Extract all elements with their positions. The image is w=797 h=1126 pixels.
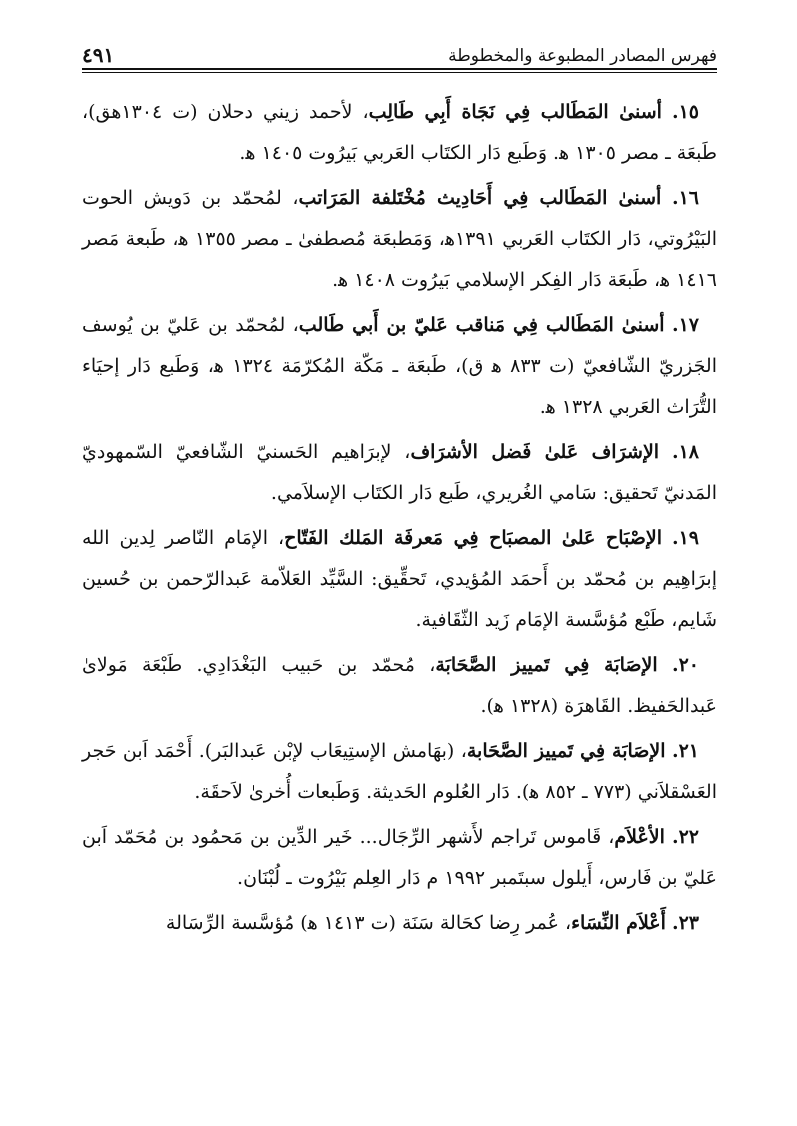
entry-details: ، لمُحمّد بن دَويش الحوت البَيْرُوتي، دَار الكتَاب العَربي ١٣٩١ه‍، وَمَطبعَة مُصطفىٰ ـ مصر ١٣٥٥ ه‍، طَبعة مَصر ١٤١٦ ه‍، طَبعَة دَار الفِكر الإسلامي بَيرُوت ١٤٠٨ ه‍.: [82, 187, 718, 291]
bibliography-entry: [82, 178, 717, 301]
header-rule: [82, 72, 717, 73]
entry-details: ، الإمَام النّاصر لِدين الله إبرَاهِيم بن مُحمّد بن أَحمَد المُؤيدي، تَحقِّيق: السَّيِّد العَلاّمة عَبدالرّحمن بن حُسين شَايم، طَبْع مُؤسَّسة الإمَام زَيد الثّقَافية.: [82, 527, 717, 631]
entry-title: الإشرَاف عَلىٰ فَضل الأشرَاف: [410, 441, 660, 463]
bibliography-entry: [82, 817, 717, 899]
entry-number: ١٧.: [671, 314, 700, 336]
entry-details: ، لمُحمّد بن عَليّ بن يُوسف الجَزريّ الشّافعيّ (ت ٨٣٣ ه‍ ق)، طَبعَة ـ مَكّة المُكرّمَة ١٣٢٤ ه‍، وَطَبع دَار إحيَاء التُّرَاث العَربي ١٣٢٨ ه‍.: [82, 314, 717, 418]
entry-details: ، عُمر رِضا كحَالة سَنَة (ت ١٤١٣ ه‍) مُؤسَّسة الرِّسَالة: [165, 912, 572, 934]
bibliography-entry: [82, 645, 717, 727]
entry-title: أسنىٰ المَطَالب فِي نَجَاة أَبِي طَالِب: [368, 101, 662, 123]
running-title: فهرس المصادر المطبوعة والمخطوطة: [448, 46, 717, 66]
entry-number: ١٩.: [671, 527, 699, 549]
entry-details: ، لأحمد زيني دحلان (ت ١٣٠٤هق)، طَبعَة ـ مصر ١٣٠٥ ه‍. وَطَبع دَار الكتَاب العَربي بَيرُوت ١٤٠٥ ه‍.: [82, 101, 717, 164]
page-header: [82, 30, 717, 70]
bibliography-entry: [82, 903, 717, 944]
entry-number: ١٨.: [671, 441, 699, 463]
entry-number: ١٦.: [671, 187, 699, 209]
entry-number: ١٥.: [671, 101, 699, 123]
page-number: ٤٩١: [82, 43, 115, 67]
bibliography-entry: [82, 305, 717, 428]
bibliography-entry: [82, 92, 717, 174]
entry-details: ، لإبرَاهيم الحَسنيّ الشّافعيّ السّمهوديّ المَدنيّ تَحقيق: سَامي الغُريري، طَبع دَار الكتَاب الإسلاَمي.: [82, 441, 717, 504]
entry-title: الإصْبَاح عَلىٰ المصبَاح فِي مَعرفَة المَلك الفَتّاح: [284, 527, 662, 549]
entry-title: الإصَابَة فِي تَمييز الصَّحَابَة: [435, 654, 658, 676]
entry-number: ٢٢.: [671, 826, 699, 848]
bibliography-entry: [82, 518, 717, 641]
entry-title: الإصَابَة فِي تَمييز الصَّحَابة: [466, 740, 666, 762]
entry-details: ، (بهَامش الإستِيعَاب لإبْن عَبدالبَر). أَحْمَد اَبن حَجر العَسْقلاَني (٧٧٣ ـ ٨٥٢ ه‍). دَار العُلوم الحَديثة. وَطَبعات أُخرىٰ لاَحقَة.: [82, 740, 717, 803]
entry-number: ٢١.: [671, 740, 700, 762]
entry-title: أسنىٰ المَطَالب فِي أَحَادِيث مُخْتَلفة المَرَاتب: [298, 187, 662, 209]
entry-number: ٢٠.: [671, 654, 700, 676]
bibliography-entry: [82, 731, 717, 813]
entry-details: ، قَاموس تَراجم لأَشهر الرِّجَال... خَير الدِّين بن مَحمُود بن مُحَمّد اَبن عَليّ بن فَارس، أَيلول سبتَمبر ١٩٩٢ م دَار العِلم بَيْرُوت ـ لُبْنَان.: [82, 826, 717, 889]
bibliography-list: [82, 92, 717, 948]
entry-title: أَعْلاَم النِّسَاء: [571, 912, 666, 934]
entry-title: أسنىٰ المَطَالب فِي مَناقب عَليّ بن أَبي طَالب: [298, 314, 665, 336]
entry-number: ٢٣.: [671, 912, 699, 934]
entry-details: ، مُحمّد بن حَبيب البَغْدَادِي. طَبْعَة مَولاىٰ عَبدالحَفيظ. القَاهرَة (١٣٢٨ ه‍).: [82, 654, 717, 717]
entry-title: الأعْلاَم: [614, 826, 665, 848]
bibliography-entry: [82, 432, 717, 514]
